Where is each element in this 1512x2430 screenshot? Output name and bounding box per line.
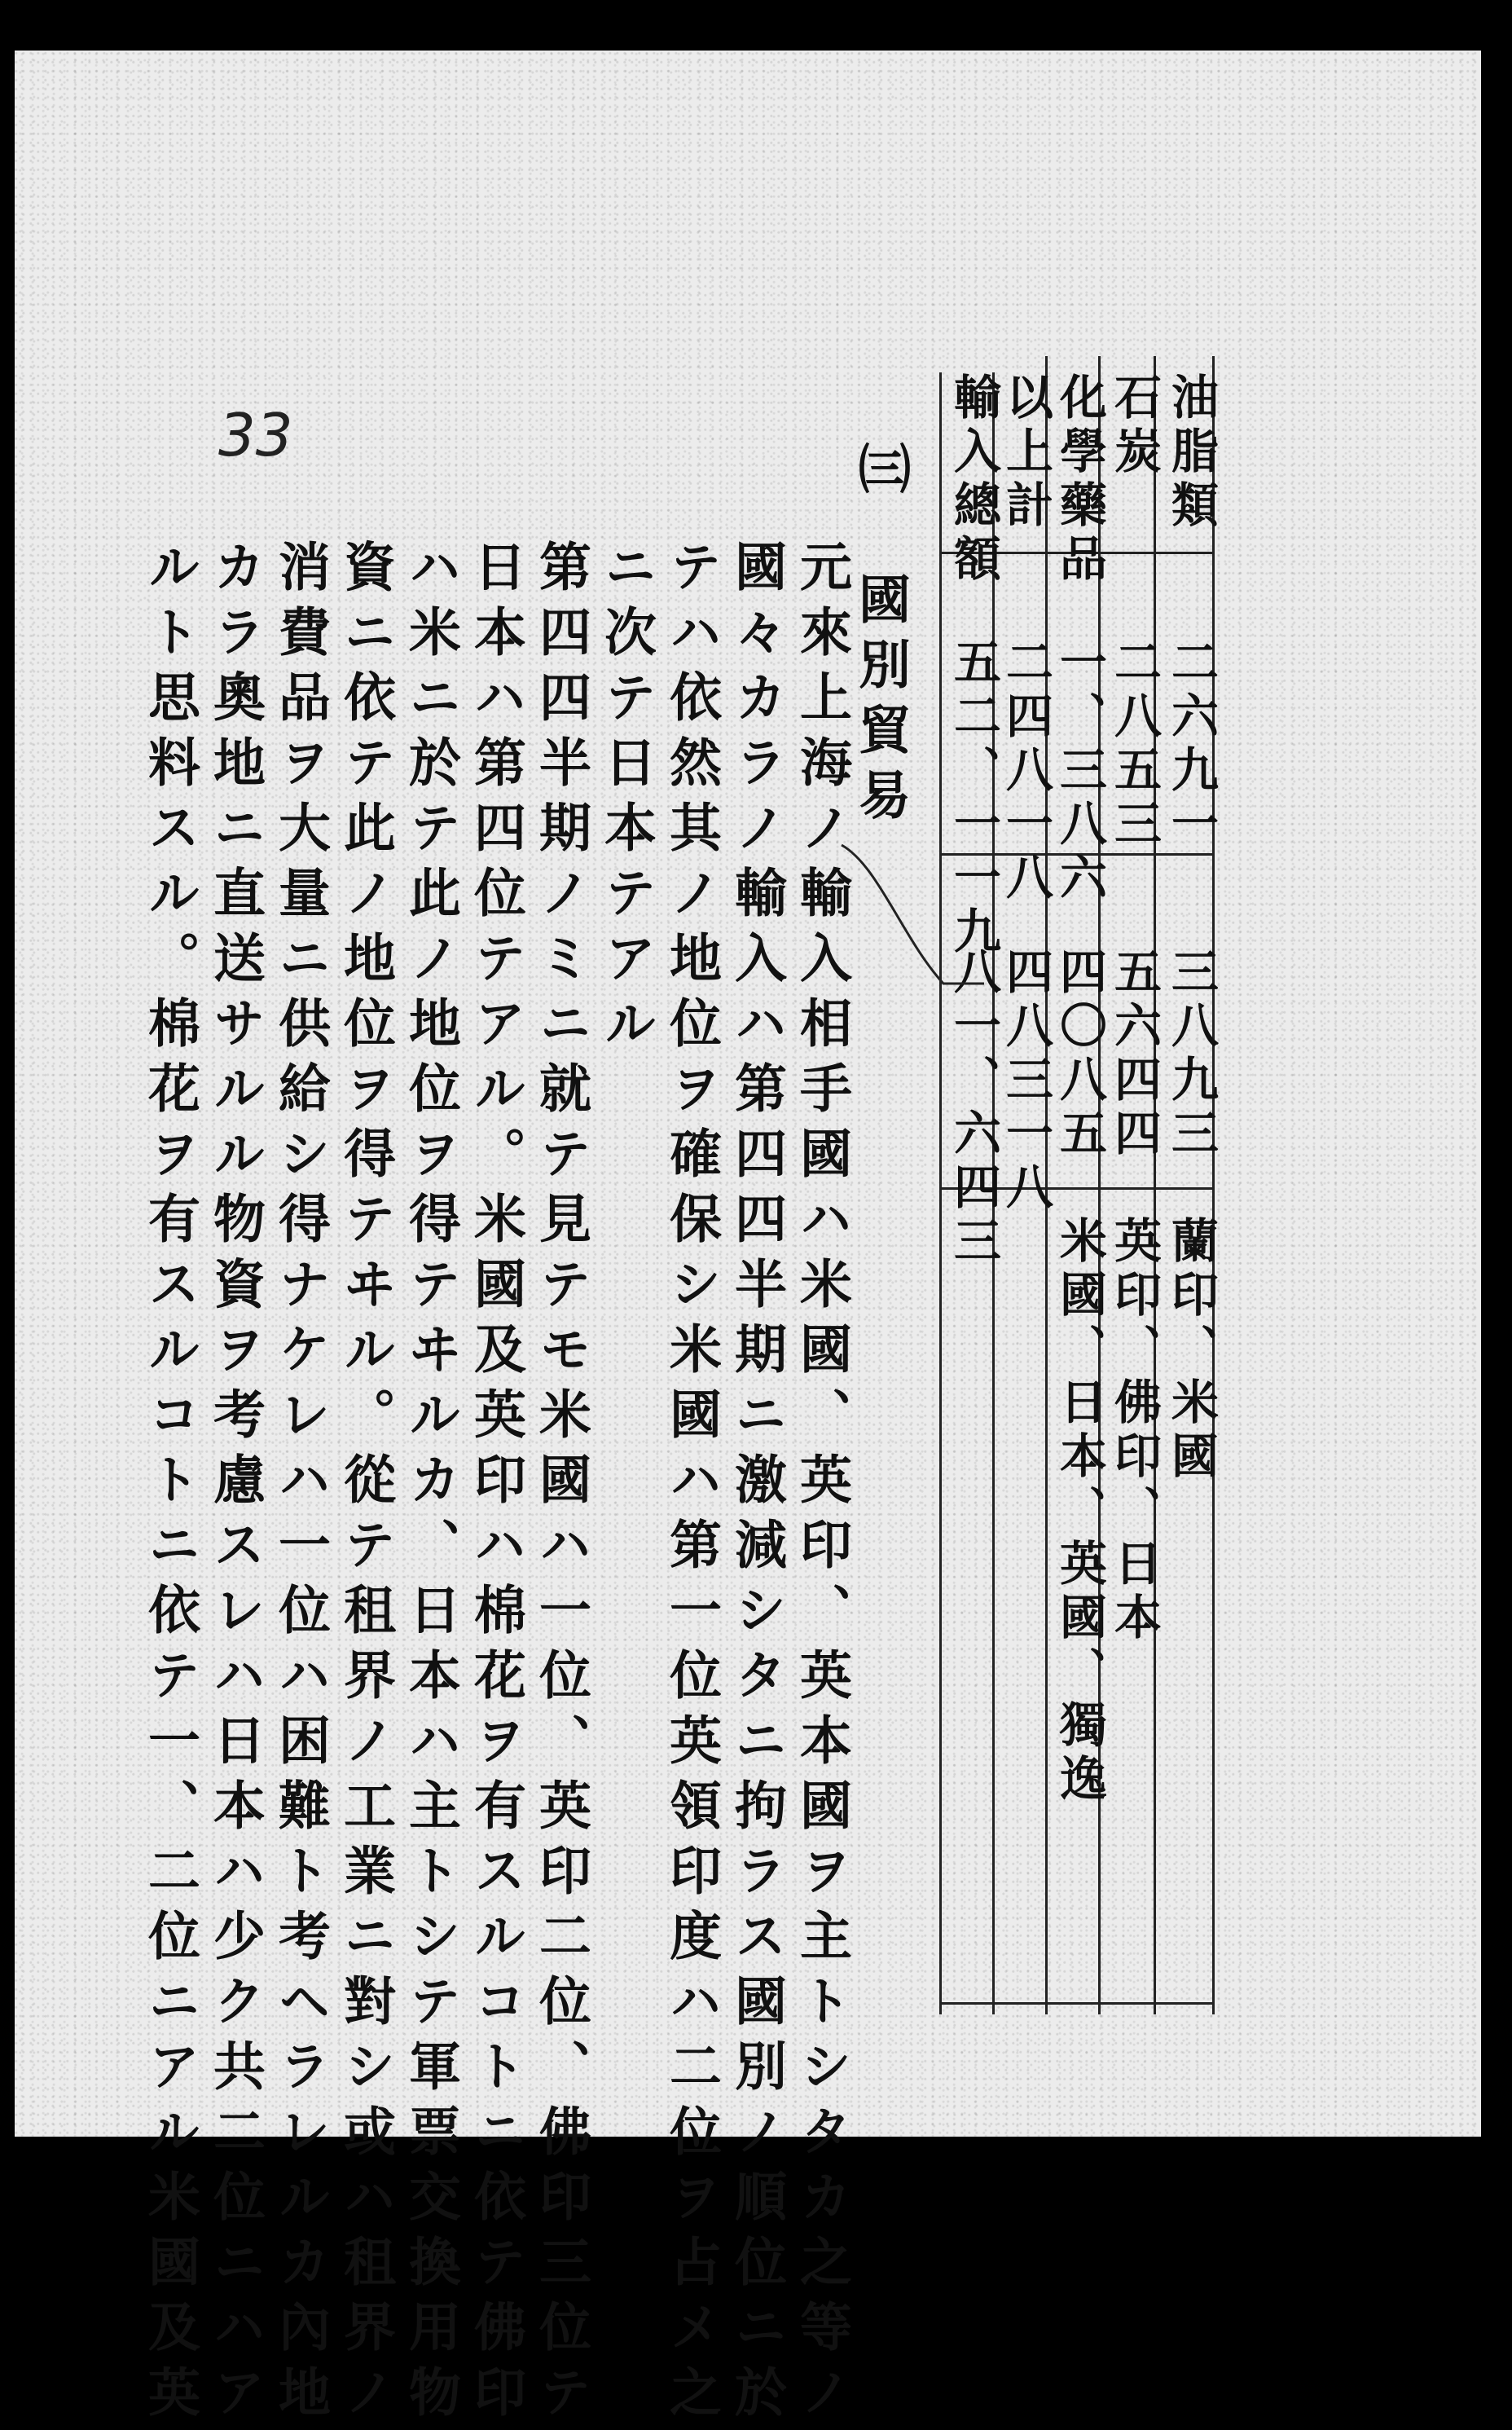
row-countries-chemicals: 米國、日本、英國、獨逸 <box>1052 1216 1107 1807</box>
row-q4-chemicals: 四〇八五 <box>1052 947 1107 1162</box>
body-column-6: 日本ハ第四位テアル。米國及英印ハ棉花ヲ有スルコトニ依テ佛印 <box>465 539 526 2430</box>
row-countries-coal: 英印、佛印、日本 <box>1106 1216 1162 1646</box>
page-number: 33 <box>218 401 293 469</box>
row-total-oils: 二六九一 <box>1163 637 1219 852</box>
body-column-8: 資ニ依テ此ノ地位ヲ得テヰル。從テ租界ノ工業ニ對シ或ハ租界ノ <box>335 539 396 2430</box>
row-q4-oils: 三八九三 <box>1163 947 1219 1162</box>
section-title: ㈢ 國別貿易 <box>850 442 911 833</box>
body-column-10: カラ奧地ニ直送サルル物資ヲ考慮スレハ日本ハ少ク共二位ニハア <box>204 539 266 2430</box>
row-q4-total-imports: 八一、六四三 <box>946 947 1001 1270</box>
body-column-4: ニ次テ日本テアル <box>596 539 657 1061</box>
row-label-oils: 油脂類 <box>1163 372 1219 534</box>
pen-mark <box>829 833 992 996</box>
row-label-total-imports: 輸入總額 <box>946 372 1001 588</box>
body-column-1: 元來上海ノ輸入相手國ハ米國、英印、英本國ヲ主トシタカ之等ノ <box>791 539 852 2430</box>
row-q4-coal: 五六四四 <box>1106 947 1162 1162</box>
row-total-coal: 二八五三 <box>1106 637 1162 852</box>
body-column-3: テハ依然其ノ地位ヲ確保シ米國ハ第一位英領印度ハ二位ヲ占メ之 <box>661 539 722 2430</box>
body-column-5: 第四四半期ノミニ就テ見テモ米國ハ一位、英印二位、佛印三位テ <box>530 539 591 2430</box>
row-label-chemicals: 化學藥品 <box>1052 372 1107 588</box>
row-countries-oils: 蘭印、米國 <box>1163 1216 1219 1485</box>
body-column-7: ハ米ニ於テ此ノ地位ヲ得テヰルカ、日本ハ主トシテ軍票交換用物 <box>400 539 461 2430</box>
row-total-subtotal: 二四八一八 <box>998 637 1053 906</box>
row-label-coal: 石炭 <box>1106 372 1162 480</box>
body-column-2: 國々カラノ輸入ハ第四四半期ニ激減シタニ拘ラス國別ノ順位ニ於 <box>726 539 787 2430</box>
row-total-chemicals: 一、三八六 <box>1052 637 1107 906</box>
body-column-11: ルト思料スル。棉花ヲ有スルコトニ依テ一、二位ニアル米國及英 <box>139 539 200 2430</box>
row-q4-subtotal: 四八三一八 <box>998 947 1053 1216</box>
row-label-subtotal: 以上計 <box>998 372 1053 534</box>
document-page <box>15 51 1481 2430</box>
row-total-total-imports: 五二、一一九 <box>946 637 1001 960</box>
body-column-9: 消費品ヲ大量ニ供給シ得ナケレハ一位ハ困難ト考ヘラレルカ內地 <box>270 539 331 2430</box>
